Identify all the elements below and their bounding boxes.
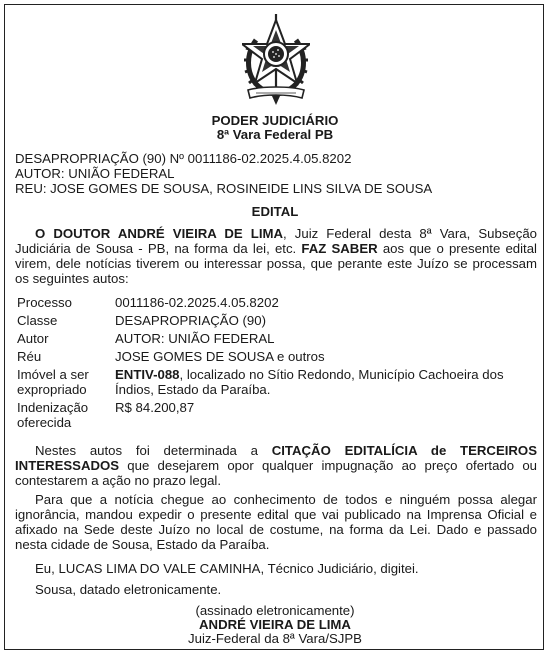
imovel-text: , localizado no Sítio Redondo, Município Cachoeira dos Índios, Estado da Paraíba. xyxy=(115,367,504,397)
intro-paragraph xyxy=(15,226,537,286)
processo-label: Processo xyxy=(17,295,72,310)
indenizacao-value: R$ 84.200,87 xyxy=(115,400,195,415)
classe-label: Classe xyxy=(17,313,58,328)
indenizacao-label xyxy=(17,400,115,433)
intro-text-2: aos que o presente edital virem, dele notícias tiverem ou interessar possa, que perante este Juízo se processam os seguintes autos: xyxy=(15,241,537,286)
imovel-label xyxy=(17,367,115,400)
edital-frame xyxy=(4,4,544,650)
intro-text-1: , Juiz Federal desta 8ª Vara, Subseção Judiciária de Sousa - PB, na forma da lei, etc. xyxy=(15,226,538,256)
reu-value: JOSE GOMES DE SOUSA e outros xyxy=(115,349,325,364)
signature-role: Juiz-Federal da 8ª Vara/SJPB xyxy=(188,631,362,646)
autor-value: AUTOR: UNIÃO FEDERAL xyxy=(115,331,275,346)
citation-text-b: que desejarem opor qualquer impugnação ao preço ofertado ou contestarem a ação no prazo legal. xyxy=(15,458,537,488)
citation-text-a: Nestes autos foi determinada a xyxy=(35,443,272,458)
imovel-label-2: expropriado xyxy=(17,382,87,397)
publication-paragraph: Para que a notícia chegue ao conhecimento de todos e ninguém possa alegar ignorância, mandou expedir o presente edital que vai publicado na Imprensa Oficial e afixado na Sede deste Juízo no local de costume, na forma da Lei. Dado e passado nesta cidade de Sousa, Estado da Paraíba. xyxy=(15,492,537,552)
table-row xyxy=(17,313,533,331)
signature-note: (assinado eletronicamente) xyxy=(195,603,355,618)
case-details-table xyxy=(17,295,533,433)
case-author-line: AUTOR: UNIÃO FEDERAL xyxy=(15,166,175,181)
brazil-coat-of-arms-icon xyxy=(242,10,310,106)
case-defendant-line: REU: JOSE GOMES DE SOUSA, ROSINEIDE LINS SILVA DE SOUSA xyxy=(15,181,433,196)
indenizacao-label-2: oferecida xyxy=(17,415,72,430)
case-number-line: DESAPROPRIAÇÃO (90) Nº 0011186-02.2025.4.05.8202 xyxy=(15,151,352,166)
faz-saber-label: FAZ SABER xyxy=(301,241,378,256)
table-row xyxy=(17,400,533,433)
classe-value: DESAPROPRIAÇÃO (90) xyxy=(115,313,266,328)
institution-heading: PODER JUDICIÁRIO xyxy=(211,113,339,128)
table-row xyxy=(17,295,533,313)
imovel-value xyxy=(115,367,533,400)
autor-label: Autor xyxy=(17,331,49,346)
table-row xyxy=(17,349,533,367)
date-paragraph: Sousa, datado eletronicamente. xyxy=(35,582,222,597)
judge-name: O DOUTOR ANDRÉ VIEIRA DE LIMA xyxy=(35,226,284,241)
table-row xyxy=(17,367,533,400)
imovel-code: ENTIV-088 xyxy=(115,367,180,382)
citation-bold: CITAÇÃO EDITALÍCIA de TERCEIROS INTERESSADOS xyxy=(15,443,537,473)
citation-paragraph xyxy=(15,443,537,488)
imovel-label-1: Imóvel a ser xyxy=(17,367,89,382)
edital-title: EDITAL xyxy=(251,204,299,219)
signature-name: ANDRÉ VIEIRA DE LIMA xyxy=(199,617,351,632)
typist-paragraph: Eu, LUCAS LIMA DO VALE CAMINHA, Técnico Judiciário, digitei. xyxy=(35,561,419,576)
court-heading: 8ª Vara Federal PB xyxy=(216,127,334,142)
indenizacao-label-1: Indenização xyxy=(17,400,89,415)
reu-label: Réu xyxy=(17,349,42,364)
table-row xyxy=(17,331,533,349)
processo-value: 0011186-02.2025.4.05.8202 xyxy=(115,295,279,310)
